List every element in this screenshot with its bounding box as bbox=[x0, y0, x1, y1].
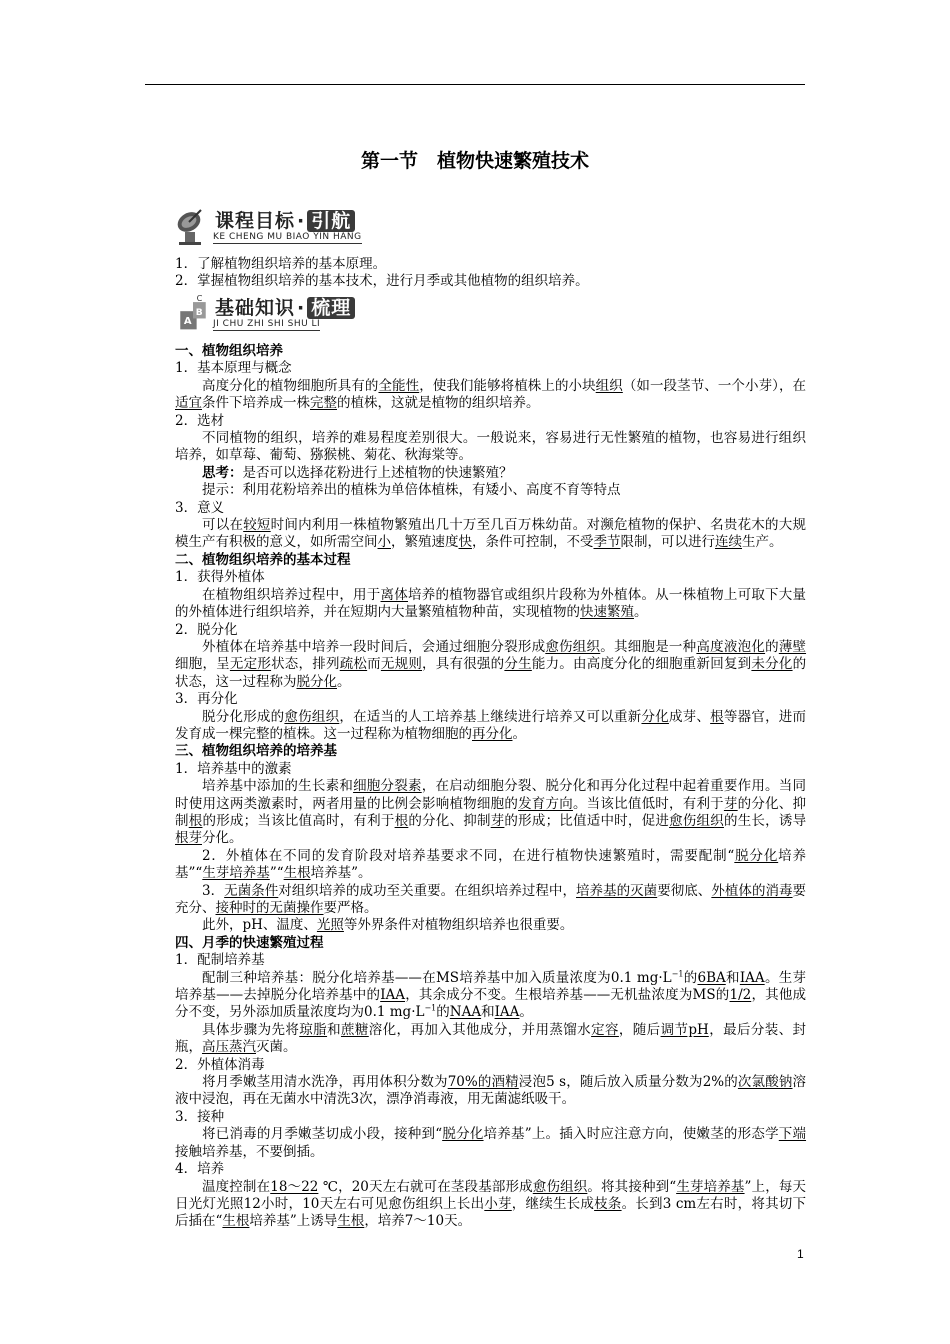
goal-item: 2．掌握植物组织培养的基本技术，进行月季或其他植物的组织培养。 bbox=[175, 273, 589, 290]
satellite-dish-icon bbox=[175, 206, 211, 246]
paragraph: 配制三种培养基：脱分化培养基——在MS培养基中加入质量浓度为0.1 $mg\cdot L^{-1}$的6BA和IAA。生芽培养基——去掉脱分化培养基中的IAA，其余成分不变。生根培养基——无机盐浓度为MS的1/2，其他成分不变，另外添加质量浓度均为0.1 $mg\cdot L^{-1}$的NAA和IAA。 bbox=[175, 969, 807, 1021]
paragraph: 高度分化的植物细胞所具有的全能性，使我们能够将植株上的小块组织（如一段茎节、一个小芽），在适宜条件下培养成一株完整的植株，这就是植物的组织培养。 bbox=[175, 377, 807, 412]
paragraph: 可以在较短时间内利用一株植物繁殖出几十万至几百万株幼苗。对濒危植物的保护、名贵花木的大规模生产有积极的意义，如所需空间小，繁殖速度快，条件可控制，不受季节限制，可以进行连续生产。 bbox=[175, 517, 807, 551]
banner-pinyin: JI CHU ZHI SHI SHU LI bbox=[213, 319, 321, 329]
paragraph: 在植物组织培养过程中，用于离体培养的植物器官或组织片段称为外植体。从一株植物上可取下大量的外植体进行组织培养，并在短期内大量繁殖植物种苗，实现植物的快速繁殖。 bbox=[175, 586, 807, 621]
section-heading: 二、植物组织培养的基本过程 bbox=[175, 551, 351, 568]
paragraph: 将月季嫩茎用清水洗净，再用体积分数为70%的酒精浸泡5 s，随后放入质量分数为2%的次氯酸钠溶液中浸泡，再在无菌水中清洗3次，漂净消毒液，用无菌滤纸吸干。 bbox=[175, 1074, 807, 1108]
banner-pinyin: KE CHENG MU BIAO YIN HANG bbox=[213, 232, 362, 242]
paragraph: 3．无菌条件对组织培养的成功至关重要。在组织培养过程中，培养基的灭菌要彻底、外植体的消毒要充分、接种时的无菌操作要严格。 bbox=[175, 882, 807, 916]
paragraph: 外植体在培养基中培养一段时间后，会通过细胞分裂形成愈伤组织。其细胞是一种高度液泡化的薄壁细胞，呈无定形状态，排列疏松而无规则，具有很强的分生能力。由高度分化的细胞重新回复到未分化的状态，这一过程称为脱分化。 bbox=[175, 638, 807, 690]
paragraph: 此外，pH、温度、光照等外界条件对植物组织培养也很重要。 bbox=[202, 917, 574, 934]
think-question: 思考：是否可以选择花粉进行上述植物的快速繁殖？ bbox=[202, 464, 513, 481]
paragraph: 不同植物的组织，培养的难易程度差别很大。一般说来，容易进行无性繁殖的植物，也容易进行组织培养，如草莓、葡萄、猕猴桃、菊花、秋海棠等。 bbox=[175, 430, 806, 464]
svg-text:B: B bbox=[195, 307, 203, 318]
paragraph: 2．外植体在不同的发育阶段对培养基要求不同，在进行植物快速繁殖时，需要配制“脱分化培养基”“生芽培养基”“生根培养基”。 bbox=[175, 847, 807, 882]
paragraph: 将已消毒的月季嫩茎切成小段，接种到“脱分化培养基”上。插入时应注意方向，使嫩茎的形态学下端接触培养基，不要倒插。 bbox=[175, 1126, 807, 1160]
goals-list bbox=[175, 256, 806, 291]
subheading: 2．外植体消毒 bbox=[175, 1056, 265, 1073]
banner-title: 基础知识 · 梳理 bbox=[215, 293, 355, 320]
subheading: 1．培养基中的激素 bbox=[175, 760, 292, 777]
subheading: 4．培养 bbox=[175, 1161, 225, 1178]
section-heading: 四、月季的快速繁殖过程 bbox=[175, 934, 324, 951]
banner-title: 课程目标 · 引航 bbox=[215, 206, 355, 233]
main-body bbox=[175, 343, 806, 1231]
subheading: 3．接种 bbox=[175, 1108, 225, 1125]
subheading: 1．基本原理与概念 bbox=[175, 360, 292, 377]
section-heading: 一、植物组织培养 bbox=[175, 343, 283, 359]
abc-blocks-icon bbox=[175, 293, 211, 333]
subheading: 1．获得外植体 bbox=[175, 569, 265, 586]
subheading: 3．意义 bbox=[175, 499, 225, 516]
paragraph: 脱分化形成的愈伤组织，在适当的人工培养基上继续进行培养又可以重新分化成芽、根等器官，进而发育成一棵完整的植株。这一过程称为植物细胞的再分化。 bbox=[175, 708, 807, 742]
subheading: 2．选材 bbox=[175, 412, 225, 429]
header-rule bbox=[145, 84, 805, 85]
svg-text:A: A bbox=[183, 315, 192, 327]
subheading: 2．脱分化 bbox=[175, 621, 238, 638]
paragraph: 温度控制在18～22 ℃，20天左右就可在茎段基部形成愈伤组织。将其接种到“生芽培养基”上，每天日光灯光照12小时，10天左右可见愈伤组织上长出小芽，继续生长成枝条。长到3 cm左右时，将其切下后插在“生根培养基”上诱导生根，培养7～10天。 bbox=[175, 1178, 807, 1230]
goal-item: 1．了解植物组织培养的基本原理。 bbox=[175, 256, 387, 272]
paragraph: 培养基中添加的生长素和细胞分裂素，在启动细胞分裂、脱分化和再分化过程中起着重要作用。当同时使用这两类激素时，两者用量的比例会影响植物细胞的发育方向。当该比值低时，有利于芽的分化、抑制根的形成；当该比值高时，有利于根的分化、抑制芽的形成；比值适中时，促进愈伤组织的生长，诱导根芽分化。 bbox=[175, 778, 807, 847]
subheading: 3．再分化 bbox=[175, 691, 238, 708]
page-number: 1 bbox=[797, 1247, 804, 1261]
paragraph: 具体步骤为先将琼脂和蔗糖溶化，再加入其他成分，并用蒸馏水定容，随后调节pH，最后分装、封瓶，高压蒸汽灭菌。 bbox=[175, 1021, 807, 1056]
page-title: 第一节 植物快速繁殖技术 bbox=[360, 150, 589, 172]
svg-text:C: C bbox=[196, 293, 203, 304]
think-hint: 提示：利用花粉培养出的植株为单倍体植株，有矮小、高度不育等特点 bbox=[202, 482, 621, 499]
section-heading: 三、植物组织培养的培养基 bbox=[175, 743, 337, 760]
subheading: 1．配制培养基 bbox=[175, 952, 265, 969]
